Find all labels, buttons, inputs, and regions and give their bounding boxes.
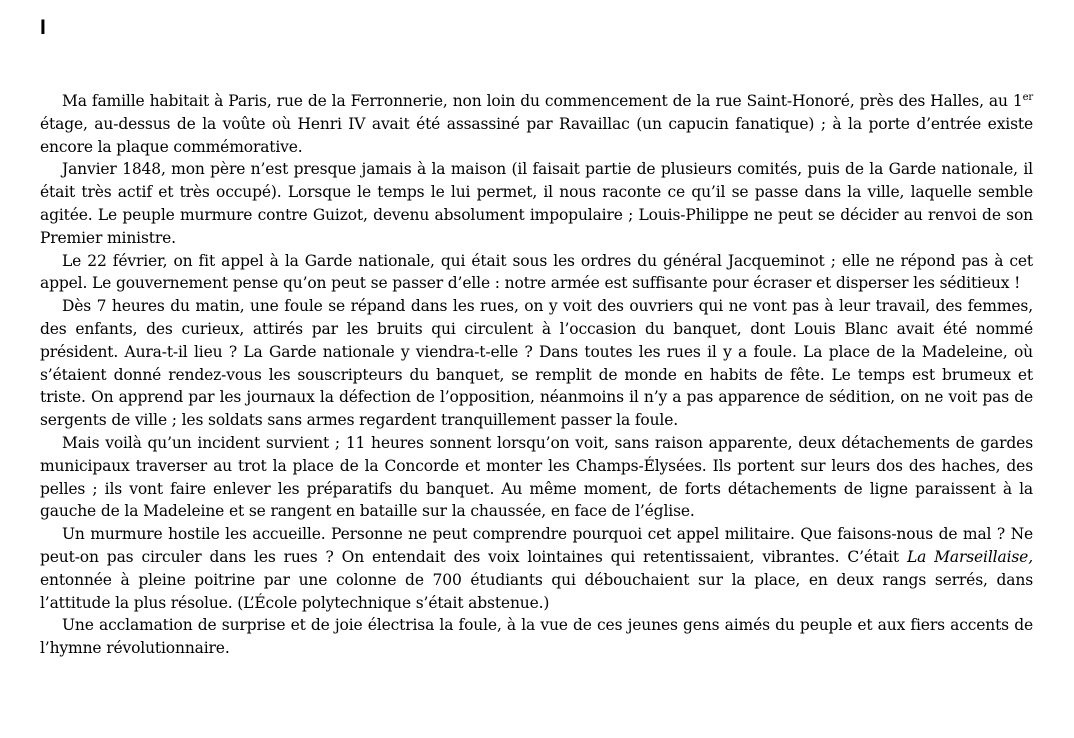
paragraph: Le 22 février, on fit appel à la Garde nationale, qui était sous les ordres du général Jacqueminot ; elle ne répond pas à cet appel. Le gouvernement pense qu’on peut se passer d’elle : notre armée est suffisante pour écraser et disperser les séditieux !	[40, 251, 1033, 293]
paragraph	[40, 523, 1033, 614]
paragraph-text: Un murmure hostile les accueille. Personne ne peut comprendre pourquoi cet appel militaire. Que faisons-nous de mal ? Ne peut-on pas circuler dans les rues ? On entendait des voix lointaines qui retentissaient, vibrantes. C’était	[40, 525, 1033, 566]
italic-title: La Marseillaise,	[906, 547, 1033, 566]
chapter-heading: I	[40, 16, 46, 39]
paragraph: Janvier 1848, mon père n’est presque jamais à la maison (il faisait partie de plusieurs comités, puis de la Garde nationale, il était très actif et très occupé). Lorsque le temps le lui permet, il nous raconte ce qu’il se passe dans la ville, laquelle semble agitée. Le peuple murmure contre Guizot, devenu absolument impopulaire ; Louis-Philippe ne peut se décider au renvoi de son Premier ministre.	[40, 160, 1033, 247]
paragraph-text: entonnée à pleine poitrine par une colonne de 700 étudiants qui débouchaient sur la place, en deux rangs serrés, dans l’attitude la plus résolue. (L’École polytechnique s’était abstenue.)	[40, 570, 1033, 612]
paragraph: Mais voilà qu’un incident survient ; 11 heures sonnent lorsqu’on voit, sans raison apparente, deux détachements de gardes municipaux traverser au trot la place de la Concorde et monter les Champs-Élysées. Ils portent sur leurs dos des haches, des pelles ; ils vont faire enlever les préparatifs du banquet. Au même moment, de forts détachements de ligne paraissent à la gauche de la Madeleine et se rangent en bataille sur la chaussée, en face de l’église.	[40, 433, 1033, 521]
paragraph	[40, 90, 1033, 158]
paragraph: Une acclamation de surprise et de joie électrisa la foule, à la vue de ces jeunes gens aimés du peuple et aux fiers accents de l’hymne révolutionnaire.	[40, 616, 1033, 658]
paragraph-text: Ma famille habitait à Paris, rue de la Ferronnerie, non loin du commencement de la rue Saint-Honoré, près des Halles, au 1	[62, 92, 1023, 110]
paragraph-text: étage, au-dessus de la voûte où Henri IV avait été assassiné par Ravaillac (un capucin fanatique) ; à la porte d’entrée existe encore la plaque commémorative.	[40, 114, 1033, 156]
paragraph: Dès 7 heures du matin, une foule se répand dans les rues, on y voit des ouvriers qui ne vont pas à leur travail, des femmes, des enfants, des curieux, attirés par les bruits qui circulent à l’occasion du banquet, dont Louis Blanc avait été nommé président. Aura-t-il lieu ? La Garde nationale y viendra-t-elle ? Dans toutes les rues il y a foule. La place de la Madeleine, où s’étaient donné rendez-vous les souscripteurs du banquet, se remplit de monde en habits de fête. Le temps est brumeux et triste. On apprend par les journaux la défection de l’opposition, néanmoins il n’y a pas apparence de sédition, on ne voit pas de sergents de ville ; les soldats sans armes regardent tranquillement passer la foule.	[40, 297, 1033, 430]
ordinal-superscript: er	[1022, 92, 1033, 103]
body-text	[40, 90, 1033, 660]
